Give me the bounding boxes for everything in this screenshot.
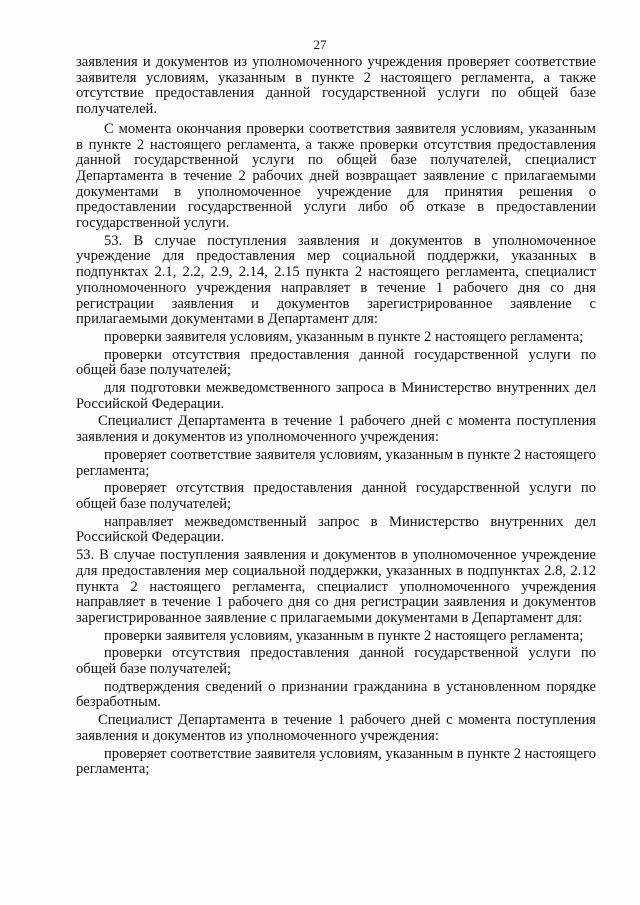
paragraph-specialist-duties-2: Специалист Департамента в течение 1 рабочего дней с момента поступления заявления и документов из уполномоченного учреждения: — [76, 712, 596, 744]
paragraph-53-second: 53. В случае поступления заявления и документов в уполномоченное учреждение для предоставления мер социальной поддержки, указанных в подпунктах 2.8, 2.12 пункта 2 настоящего регламента, специалист уполномоченного учреждения направляет в течение 1 рабочего дня со дня регистрации заявления и документов зарегистрированное заявление с прилагаемыми документами в Департамент для: — [76, 547, 596, 626]
list-item-verifies-compliance: проверяет соответствие заявителя условиям, указанным в пункте 2 настоящего регламента; — [76, 446, 596, 479]
paragraph-check-completion: С момента окончания проверки соответствия заявителя условиям, указанным в пункте 2 настоящего регламента, а также проверки отсутствия предоставления данной государственной услуги по общей базе получателей, специалист Департамента в течение 2 рабочих дней возвращает заявление с прилагаемыми документами в уполномоченное учреждение для принятия решения о предоставлении государственной услуги либо об отказе в предоставлении государственной услуги. — [76, 120, 596, 232]
list-item-check-absence: проверки отсутствия предоставления данной государственной услуги по общей базе получателей; — [76, 346, 596, 379]
paragraph-continuation: заявления и документов из уполномоченного учреждения проверяет соответствие заявителя условиям, указанным в пункте 2 настоящего регламента, а также отсутствие предоставления данной государственной услуги по общей базе получателей. — [76, 54, 596, 118]
paragraph-specialist-duties: Специалист Департамента в течение 1 рабочего дней с момента поступления заявления и документов из уполномоченного учреждения: — [76, 413, 596, 446]
list-item-verifies-compliance-2: проверяет соответствие заявителя условиям, указанным в пункте 2 настоящего регламента; — [76, 745, 596, 778]
document-body — [76, 55, 596, 780]
page-number: 27 — [313, 37, 327, 52]
list-item-sends-request: направляет межведомственный запрос в Министерство внутренних дел Российской Федерации. — [76, 513, 596, 546]
paragraph-53-first: 53. В случае поступления заявления и документов в уполномоченное учреждение для предоставления мер социальной поддержки, указанных в подпунктах 2.1, 2.2, 2.9, 2.14, 2.15 пункта 2 настоящего регламента, специалист уполномоченного учреждения направляет в течение 1 рабочего дня со дня регистрации заявления и документов зарегистрированное заявление с прилагаемыми документами в Департамент для: — [76, 232, 596, 328]
list-item-check-absence-2: проверки отсутствия предоставления данной государственной услуги по общей базе получателей; — [76, 645, 596, 678]
list-item-verifies-absence: проверяет отсутствия предоставления данной государственной услуги по общей базе получателей; — [76, 480, 596, 512]
list-item-check-applicant-2: проверки заявителя условиям, указанным в пункте 2 настоящего регламента; — [104, 627, 584, 644]
list-item-interagency-request-prep: для подготовки межведомственного запроса в Министерство внутренних дел Российской Федерации. — [76, 380, 596, 412]
list-item-check-applicant: проверки заявителя условиям, указанным в пункте 2 настоящего регламента; — [104, 328, 584, 345]
list-item-unemployment-confirmation: подтверждения сведений о признании гражданина в установленном порядке безработным. — [76, 678, 596, 711]
